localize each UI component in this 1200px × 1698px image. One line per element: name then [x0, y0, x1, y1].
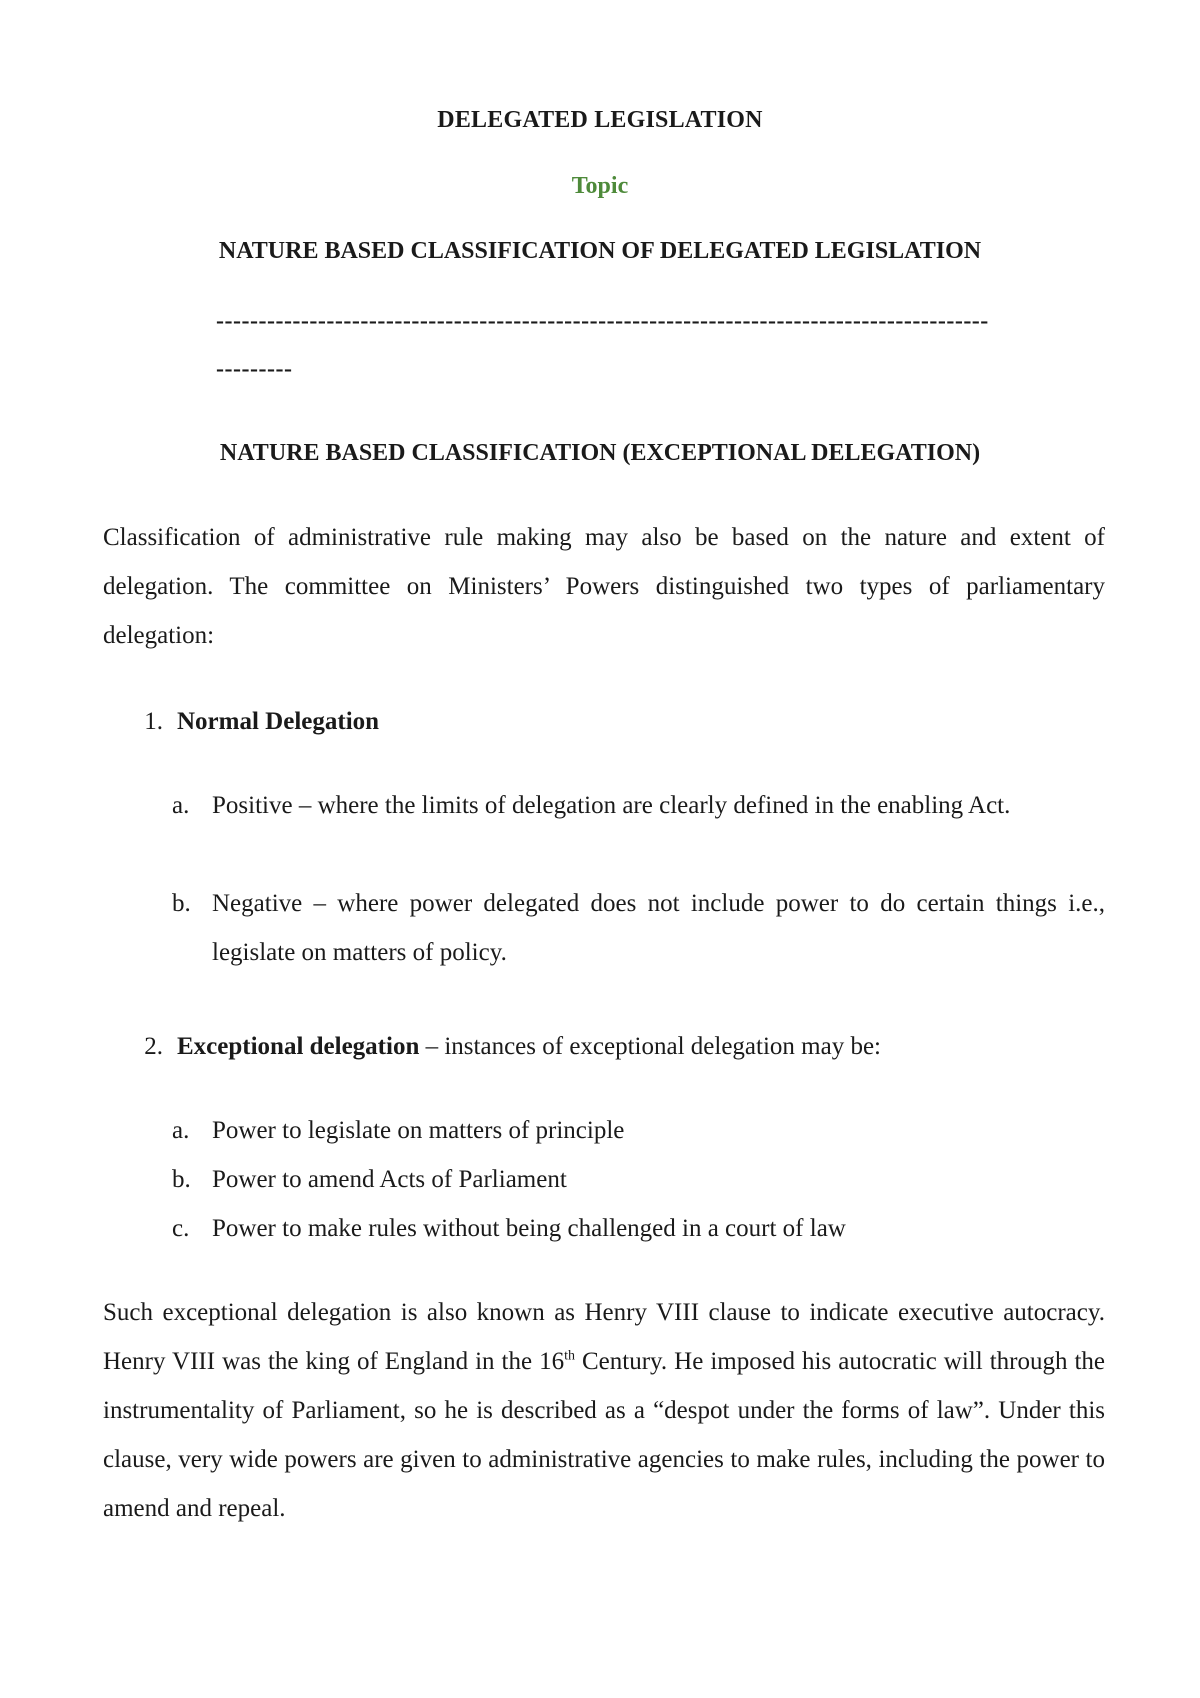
- closing-text-part2: Century. He imposed his autocratic will through the instrumentality of Parliament, so he is described as a “despot under the forms of law”. Under this clause, very wide powers are given to administrative agencies to make rules, including the power to amend and repeal.: [103, 1348, 1106, 1522]
- sub-item-negative: [172, 879, 1105, 977]
- document-title: DELEGATED LEGISLATION: [437, 107, 763, 133]
- list-item-description: – instances of exceptional delegation may be:: [419, 1033, 882, 1060]
- sub-item-letter: a.: [172, 1117, 190, 1144]
- sub-item-letter: b.: [172, 1166, 191, 1193]
- sub-item-text: Power to make rules without being challenged in a court of law: [212, 1215, 846, 1242]
- sub-item-rules-unchallenged: [172, 1204, 1105, 1253]
- list-item-title: Normal Delegation: [177, 708, 380, 735]
- sub-item-principle: [172, 1106, 1105, 1155]
- sub-item-text: Power to amend Acts of Parliament: [212, 1166, 567, 1193]
- divider-line: -------------------------------------------------------------------------------------------: [216, 308, 989, 334]
- ordinal-superscript: th: [564, 1348, 575, 1364]
- topic-label: Topic: [571, 173, 629, 199]
- list-number: 2.: [144, 1033, 163, 1060]
- closing-paragraph: [103, 1288, 1105, 1533]
- closing-text-part1: Such exceptional delegation is also known as Henry VIII clause to indicate executive autocracy. Henry VIII was the king of England in the 16: [103, 1299, 1105, 1375]
- sub-item-text: Negative – where power delegated does not include power to do certain things i.e., legislate on matters of policy.: [212, 890, 1105, 966]
- sub-item-text: Positive – where the limits of delegation are clearly defined in the enabling Act.: [212, 792, 1011, 819]
- list-item-title: Exceptional delegation: [177, 1033, 420, 1060]
- list-number: 1.: [144, 708, 163, 735]
- sub-item-amend-acts: [172, 1155, 1105, 1204]
- intro-paragraph: Classification of administrative rule making may also be based on the nature and extent of delegation. The committee on Ministers’ Powers distinguished two types of parliamentary delegation:: [103, 524, 1105, 649]
- list-item-normal-delegation: [103, 697, 1105, 746]
- sub-item-positive: [172, 781, 1105, 830]
- sub-item-letter: c.: [172, 1215, 190, 1242]
- sub-item-letter: a.: [172, 792, 190, 819]
- divider-line-continued: ---------: [216, 356, 293, 382]
- sub-item-text: Power to legislate on matters of principle: [212, 1117, 625, 1144]
- section-heading: NATURE BASED CLASSIFICATION (EXCEPTIONAL DELEGATION): [219, 440, 981, 466]
- list-item-exceptional-delegation: [103, 1022, 1105, 1071]
- topic-title: NATURE BASED CLASSIFICATION OF DELEGATED LEGISLATION: [218, 238, 982, 264]
- sub-item-letter: b.: [172, 890, 191, 917]
